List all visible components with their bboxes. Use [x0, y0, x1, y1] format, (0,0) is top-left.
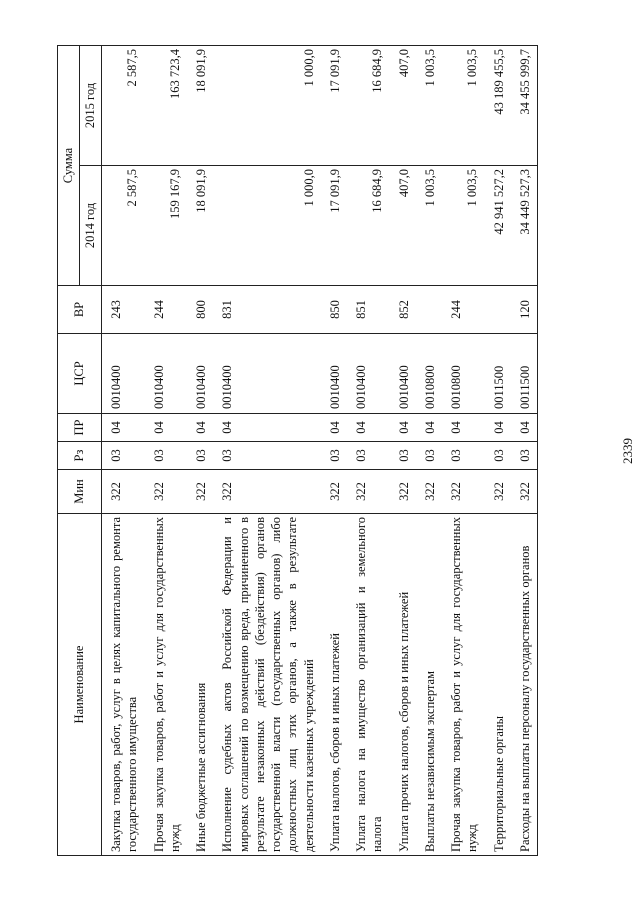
- row-name: Прочая закупка товаров, работ и услуг для государственных нужд: [145, 514, 188, 856]
- row-name: Уплата налогов, сборов и иных платежей: [321, 514, 347, 856]
- row-vr: 120: [511, 286, 538, 334]
- budget-table-sheet: [57, 46, 577, 856]
- row-rz: 03: [442, 442, 485, 470]
- table-row: [187, 46, 213, 856]
- row-name: Уплата прочих налогов, сборов и иных платежей: [390, 514, 416, 856]
- row-pr: 04: [511, 414, 538, 442]
- row-rz: 03: [485, 442, 511, 470]
- row-name: Иные бюджетные ассигнования: [187, 514, 213, 856]
- row-csr: 0010400: [102, 334, 145, 414]
- row-csr: 0010400: [390, 334, 416, 414]
- row-sum-2014: 18 091,9: [187, 166, 213, 286]
- row-csr: 0010400: [213, 334, 321, 414]
- table-row: [213, 46, 321, 856]
- row-sum-2014: 1 003,5: [442, 166, 485, 286]
- row-pr: 04: [347, 414, 390, 442]
- row-pr: 04: [485, 414, 511, 442]
- row-vr: 243: [102, 286, 145, 334]
- row-sum-2015: 16 684,9: [347, 46, 390, 166]
- header-csr: ЦСР: [58, 334, 102, 414]
- row-rz: 03: [321, 442, 347, 470]
- row-vr: 850: [321, 286, 347, 334]
- row-sum-2014: 17 091,9: [321, 166, 347, 286]
- row-rz: 03: [347, 442, 390, 470]
- row-rz: 03: [187, 442, 213, 470]
- row-rz: 03: [511, 442, 538, 470]
- row-rz: 03: [213, 442, 321, 470]
- row-pr: 04: [321, 414, 347, 442]
- row-sum-2014: 159 167,9: [145, 166, 188, 286]
- row-vr: 800: [187, 286, 213, 334]
- row-min: 322: [485, 470, 511, 514]
- row-csr: 0010400: [321, 334, 347, 414]
- row-pr: 04: [213, 414, 321, 442]
- row-vr: [485, 286, 511, 334]
- row-sum-2015: 2 587,5: [102, 46, 145, 166]
- row-pr: 04: [102, 414, 145, 442]
- row-sum-2015: 1 003,5: [416, 46, 442, 166]
- row-pr: 04: [145, 414, 188, 442]
- row-name: Выплаты независимым экспертам: [416, 514, 442, 856]
- row-sum-2015: 1 000,0: [213, 46, 321, 166]
- header-pr: ПР: [58, 414, 102, 442]
- row-sum-2014: 1 000,0: [213, 166, 321, 286]
- row-vr: 244: [442, 286, 485, 334]
- row-name: Исполнение судебных актов Российской Федерации и мировых соглашений по возмещению вреда, причиненного в результате незаконных действий (бездействия) органов государственной власти (государственных органов) либо должностных лиц этих органов, а также в результате деятельности казенных учреждений: [213, 514, 321, 856]
- table-row: [390, 46, 416, 856]
- row-min: 322: [145, 470, 188, 514]
- row-csr: 0010400: [347, 334, 390, 414]
- row-min: 322: [213, 470, 321, 514]
- row-csr: 0010800: [442, 334, 485, 414]
- row-min: 322: [187, 470, 213, 514]
- row-rz: 03: [102, 442, 145, 470]
- row-pr: 04: [442, 414, 485, 442]
- row-name: Закупка товаров, работ, услуг в целях капитального ремонта государственного имущества: [102, 514, 145, 856]
- row-sum-2015: 18 091,9: [187, 46, 213, 166]
- row-csr: 0010800: [416, 334, 442, 414]
- row-sum-2015: 1 003,5: [442, 46, 485, 166]
- row-sum-2015: 34 455 999,7: [511, 46, 538, 166]
- row-min: 322: [102, 470, 145, 514]
- row-pr: 04: [390, 414, 416, 442]
- table-row: [347, 46, 390, 856]
- row-name: Территориальные органы: [485, 514, 511, 856]
- row-csr: 0011500: [485, 334, 511, 414]
- row-min: 322: [321, 470, 347, 514]
- row-vr: [416, 286, 442, 334]
- row-sum-2014: 2 587,5: [102, 166, 145, 286]
- row-vr: 244: [145, 286, 188, 334]
- row-rz: 03: [416, 442, 442, 470]
- row-vr: 851: [347, 286, 390, 334]
- row-csr: 0010400: [187, 334, 213, 414]
- row-sum-2015: 163 723,4: [145, 46, 188, 166]
- row-min: 322: [347, 470, 390, 514]
- row-min: 322: [390, 470, 416, 514]
- row-csr: 0010400: [145, 334, 188, 414]
- header-2014: 2014 год: [80, 166, 102, 286]
- row-pr: 04: [416, 414, 442, 442]
- budget-table: [57, 45, 538, 856]
- table-body: [102, 46, 538, 856]
- row-sum-2014: 16 684,9: [347, 166, 390, 286]
- row-sum-2014: 1 003,5: [416, 166, 442, 286]
- header-vr: ВР: [58, 286, 102, 334]
- table-row: [145, 46, 188, 856]
- row-name: Уплата налога на имущество организаций и земельного налога: [347, 514, 390, 856]
- row-pr: 04: [187, 414, 213, 442]
- row-rz: 03: [390, 442, 416, 470]
- row-min: 322: [511, 470, 538, 514]
- row-csr: 0011500: [511, 334, 538, 414]
- table-row: [321, 46, 347, 856]
- row-sum-2015: 43 189 455,5: [485, 46, 511, 166]
- row-sum-2015: 17 091,9: [321, 46, 347, 166]
- table-row: [511, 46, 538, 856]
- page-number: 2339: [620, 438, 635, 464]
- row-name: Прочая закупка товаров, работ и услуг для государственных нужд: [442, 514, 485, 856]
- row-min: 322: [442, 470, 485, 514]
- header-2015: 2015 год: [80, 46, 102, 166]
- header-min: Мин: [58, 470, 102, 514]
- row-name: Расходы на выплаты персоналу государственных органов: [511, 514, 538, 856]
- row-vr: 852: [390, 286, 416, 334]
- row-sum-2014: 34 449 527,3: [511, 166, 538, 286]
- row-min: 322: [416, 470, 442, 514]
- row-rz: 03: [145, 442, 188, 470]
- table-row: [416, 46, 442, 856]
- table-row: [102, 46, 145, 856]
- table-row: [442, 46, 485, 856]
- row-sum-2015: 407,0: [390, 46, 416, 166]
- header-name: Наименование: [58, 514, 102, 856]
- table-row: [485, 46, 511, 856]
- header-sum: Сумма: [58, 46, 80, 286]
- row-sum-2014: 42 941 527,2: [485, 166, 511, 286]
- header-rz: Рз: [58, 442, 102, 470]
- row-vr: 831: [213, 286, 321, 334]
- row-sum-2014: 407,0: [390, 166, 416, 286]
